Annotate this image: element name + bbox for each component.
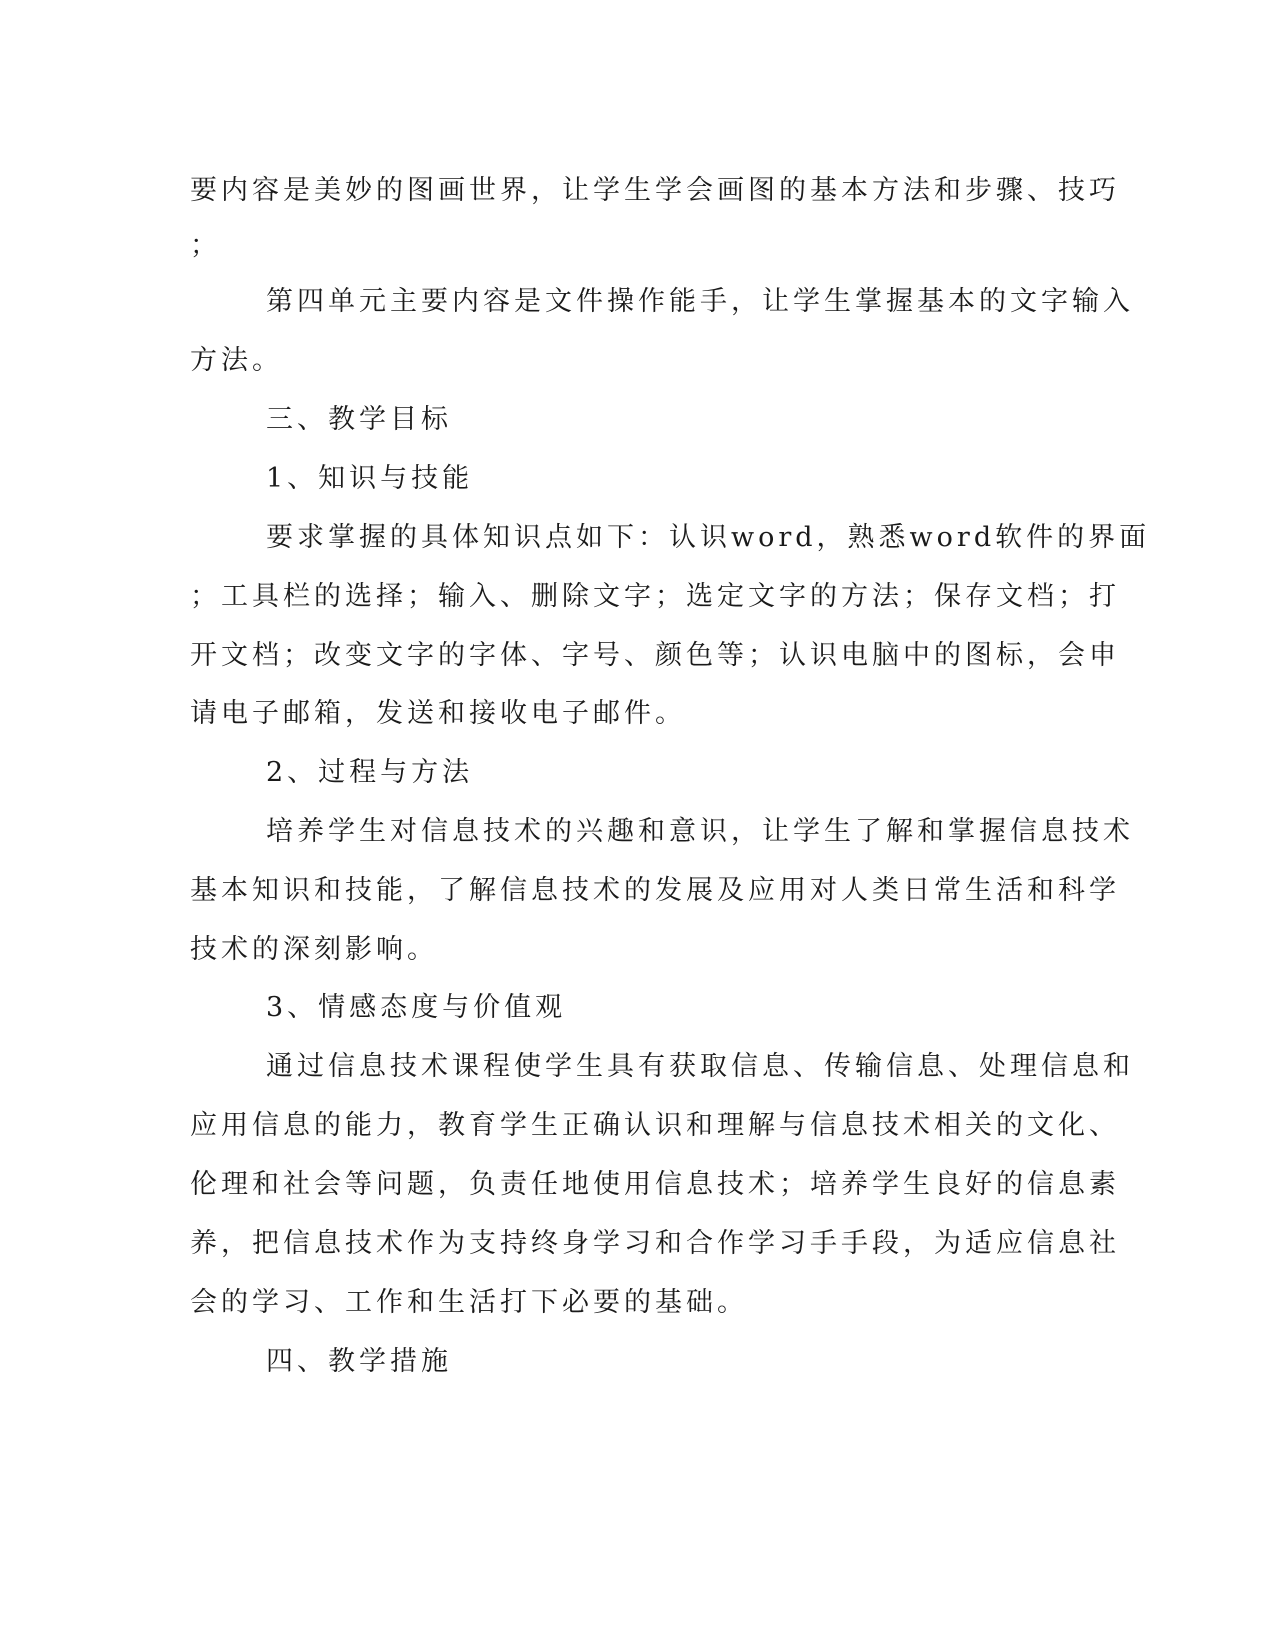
paragraph-line: 会的学习、工作和生活打下必要的基础。	[190, 1287, 748, 1318]
paragraph-line: ；工具栏的选择；输入、删除文字；选定文字的方法；保存文档；打	[190, 581, 1120, 612]
paragraph-line: 基本知识和技能，了解信息技术的发展及应用对人类日常生活和科学	[190, 875, 1120, 906]
paragraph-line: ；	[190, 230, 221, 261]
paragraph-line: 要求掌握的具体知识点如下：认识word，熟悉word软件的界面	[266, 522, 1151, 553]
paragraph-line: 开文档；改变文字的字体、字号、颜色等；认识电脑中的图标，会申	[190, 640, 1120, 671]
paragraph-line: 请电子邮箱，发送和接收电子邮件。	[190, 698, 686, 729]
paragraph-line: 培养学生对信息技术的兴趣和意识，让学生了解和掌握信息技术	[266, 816, 1134, 847]
paragraph-line: 方法。	[190, 345, 283, 376]
section-heading: 三、教学目标	[266, 404, 452, 435]
section-heading: 四、教学措施	[266, 1346, 452, 1377]
paragraph-line: 通过信息技术课程使学生具有获取信息、传输信息、处理信息和	[266, 1051, 1134, 1082]
paragraph-line: 伦理和社会等问题，负责任地使用信息技术；培养学生良好的信息素	[190, 1169, 1120, 1200]
paragraph-line: 技术的深刻影响。	[190, 934, 438, 965]
subsection-heading: 1、知识与技能	[266, 463, 474, 494]
paragraph-line: 第四单元主要内容是文件操作能手，让学生掌握基本的文字输入	[266, 286, 1134, 317]
subsection-heading: 2、过程与方法	[266, 757, 474, 788]
paragraph-line: 应用信息的能力，教育学生正确认识和理解与信息技术相关的文化、	[190, 1110, 1120, 1141]
paragraph-line: 要内容是美妙的图画世界，让学生学会画图的基本方法和步骤、技巧	[190, 175, 1120, 206]
paragraph-line: 养，把信息技术作为支持终身学习和合作学习手手段，为适应信息社	[190, 1228, 1120, 1259]
subsection-heading: 3、情感态度与价值观	[266, 992, 567, 1023]
